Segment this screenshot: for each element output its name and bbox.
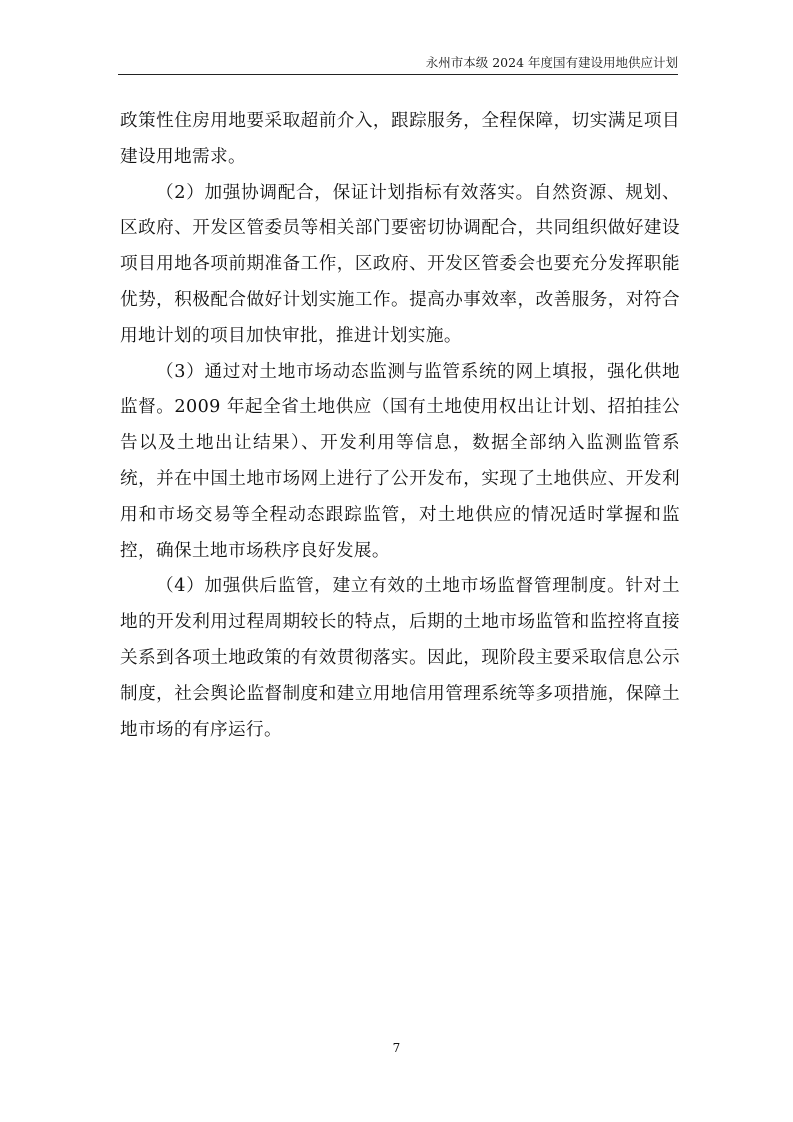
- header-rule: [118, 74, 678, 75]
- running-header: 永州市本级 2024 年度国有建设用地供应计划: [425, 55, 678, 70]
- paragraph-item-4: （4）加强供后监管，建立有效的土地市场监督管理制度。针对土地的开发利用过程周期较长的特点，后期的土地市场监管和监控将直接关系到各项土地政策的有效贯彻落实。因此，现阶段主要采取信息公示制度，社会舆论监督制度和建立用地信用管理系统等多项措施，保障土地市场的有序运行。: [120, 576, 680, 740]
- paragraph-item-2: （2）加强协调配合，保证计划指标有效落实。自然资源、规划、区政府、开发区管委员等相关部门要密切协调配合，共同组织做好建设项目用地各项前期准备工作，区政府、开发区管委会也要充分发挥职能优势，积极配合做好计划实施工作。提高办事效率，改善服务，对符合用地计划的项目加快审批，推进计划实施。: [120, 182, 680, 346]
- paragraph-continuation: 政策性住房用地要采取超前介入，跟踪服务，全程保障，切实满足项目建设用地需求。: [120, 111, 680, 167]
- body-text: [120, 104, 680, 748]
- page-number: 7: [392, 1041, 401, 1055]
- paragraph-item-3: （3）通过对土地市场动态监测与监管系统的网上填报，强化供地监督。2009 年起全省土地供应（国有土地使用权出让计划、招拍挂公告以及土地出让结果）、开发利用等信息，数据全部纳入监测监管系统，并在中国土地市场网上进行了公开发布，实现了土地供应、开发利用和市场交易等全程动态跟踪监管，对土地供应的情况适时掌握和监控，确保土地市场秩序良好发展。: [120, 361, 680, 561]
